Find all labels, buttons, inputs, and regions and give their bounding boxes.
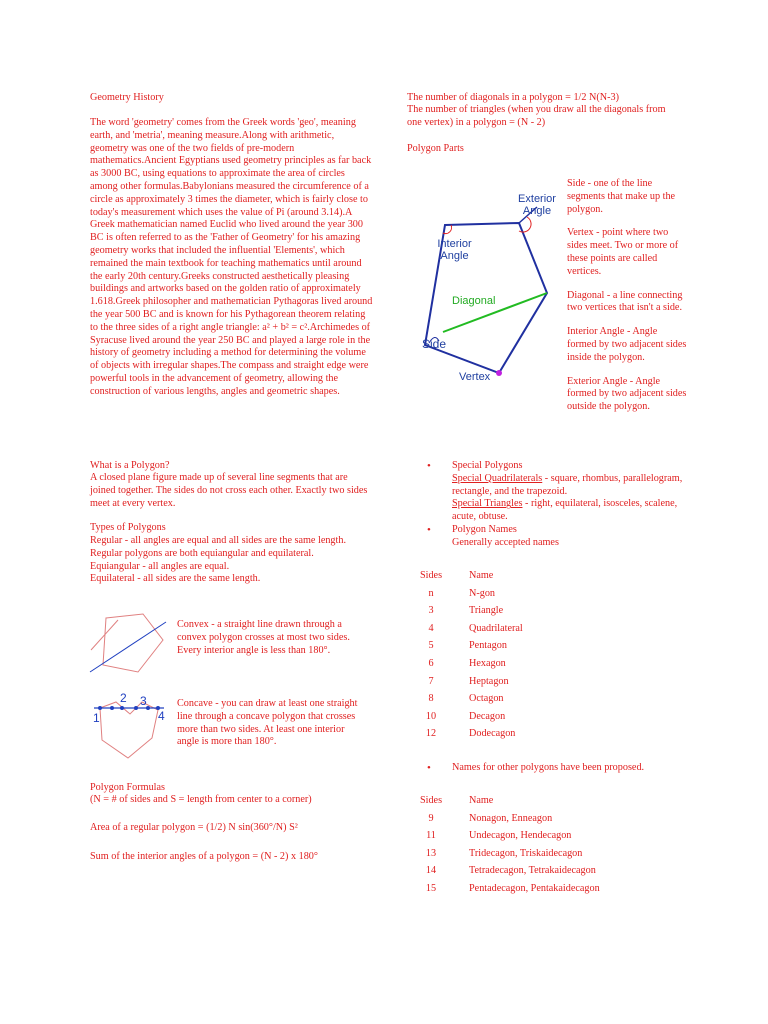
type-regular: Regular - all angles are equal and all sides are the same length. xyxy=(90,535,347,546)
row-sides: 7 xyxy=(428,675,434,687)
special-quadrilaterals-link[interactable]: Special Quadrilaterals xyxy=(452,472,543,484)
formula-area: Area of a regular polygon = (1/2) N sin(360°/N) S² xyxy=(90,822,298,833)
row-name: Pentagon xyxy=(469,640,507,652)
table-row xyxy=(409,728,523,746)
table-row xyxy=(409,588,523,606)
polygon-names-title: Polygon Names xyxy=(452,524,517,535)
table-row xyxy=(409,711,523,729)
header-sides: Sides xyxy=(419,570,443,581)
concave-label-1: 1 xyxy=(93,711,100,725)
def-interior-angle: Interior Angle - Angle formed by two adjacent sides inside the polygon. xyxy=(567,326,687,363)
table-row xyxy=(409,605,523,623)
row-sides: n xyxy=(428,587,434,599)
polygon-def-heading: What is a Polygon? xyxy=(90,460,170,471)
row-sides: 4 xyxy=(428,622,434,634)
table-row xyxy=(409,883,600,901)
row-sides: 15 xyxy=(425,882,437,894)
concave-label-4: 4 xyxy=(158,709,165,723)
special-quadrilaterals xyxy=(452,473,687,499)
history-body: The word 'geometry' comes from the Greek words 'geo', meaning earth, and 'metria', meaning measure.Along with arithmetic, geometry was one of the two fields of pre-modern mathematics.Ancient Egyptians used geometry principles as far back as 3000 BC, using equations to approximate the area of circles among other formulas.Babylonians measured the circumference of a circle as approximately 3 times the diameter, which is fairly close to today's measurement which uses the value of Pi (around 3.14).A Greek mathematician named Euclid who lived around the year 300 BC is often referred to as the 'Father of Geometry' for his amazing geometry works that included the influential 'Elements', which remained the main textbook for teaching mathematics until around the early 20th century.Greeks constructed aesthetically pleasing buildings and artworks based on the golden ratio of approximately 1.618.Greek philosopher and mathematician Pythagoras lived around the year 500 BC and is known for his Pythagorean theorem relating to the three sides of a right angle triangle: a² + b² = c².Archimedes of Syracuse lived around the year 250 BC and played a large role in the history of geometry including a method for determining the volume of objects with irregular shapes.The compass and straight edge were powerful tools in the advancement of geometry, allowing the construction of various lengths, angles and geometric shapes. xyxy=(90,117,373,397)
other-names-text: Names for other polygons have been proposed. xyxy=(452,762,645,773)
special-triangles-link[interactable]: Special Triangles xyxy=(452,498,523,510)
row-name: Tetradecagon, Tetrakaidecagon xyxy=(469,865,596,877)
concave-point xyxy=(134,706,138,710)
row-sides: 10 xyxy=(425,710,437,722)
vertex-label: Vertex xyxy=(459,371,491,383)
def-exterior-angle: Exterior Angle - Angle formed by two adjacent sides outside the polygon. xyxy=(567,375,687,413)
row-name: Decagon xyxy=(469,710,506,722)
table-row xyxy=(409,865,600,883)
type-equiangular: Equiangular - all angles are equal. xyxy=(90,560,230,572)
row-sides: 11 xyxy=(426,830,436,842)
def-side: Side - one of the line segments that make up the polygon. xyxy=(567,178,676,215)
row-sides: 13 xyxy=(425,847,437,859)
table-row xyxy=(409,693,523,711)
triangles-formula: The number of triangles (when you draw all the diagonals from one vertex) in a polygon = (N - 2) xyxy=(407,104,666,128)
history-heading: Geometry History xyxy=(90,92,164,103)
side-label: Side xyxy=(422,337,447,351)
bullet-icon: • xyxy=(427,524,431,536)
row-name: Undecagon, Hendecagon xyxy=(469,830,572,842)
special-polygons-text xyxy=(452,460,687,524)
concave-label-3: 3 xyxy=(140,694,147,708)
row-sides: 9 xyxy=(428,812,434,824)
formulas-heading: Polygon Formulas xyxy=(90,782,165,793)
convex-line xyxy=(90,622,166,672)
table-header-row xyxy=(409,570,523,588)
concave-polygon xyxy=(100,702,158,758)
concave-text: Concave - you can draw at least one straight line through a concave polygon that crosses more than two sides. At least one interior angle is more than 180°. xyxy=(177,698,358,748)
interior-angle-label: Interior Angle xyxy=(437,238,472,262)
row-name: Tridecagon, Triskaidecagon xyxy=(469,847,583,859)
type-regular-both: Regular polygons are both equiangular and equilateral. xyxy=(90,547,314,559)
header-sides: Sides xyxy=(419,795,443,806)
row-sides: 8 xyxy=(428,693,434,705)
special-polygons-title: Special Polygons xyxy=(452,460,523,471)
bullet-icon: • xyxy=(427,762,431,774)
table-row xyxy=(409,640,523,658)
formulas-legend: (N = # of sides and S = length from center to a corner) xyxy=(90,794,312,805)
concave-point xyxy=(98,706,102,710)
convex-diagram xyxy=(88,610,168,680)
exterior-angle-label: Exterior Angle xyxy=(518,193,556,217)
polygon-names-table xyxy=(409,570,523,746)
row-sides: 14 xyxy=(425,865,437,877)
table-row xyxy=(409,813,600,831)
table-row xyxy=(409,848,600,866)
header-name: Name xyxy=(469,570,494,581)
vertex-dot xyxy=(496,370,502,376)
polygon-names-text xyxy=(452,524,687,550)
concave-label-2: 2 xyxy=(120,691,127,705)
diagonals-formula: The number of diagonals in a polygon = 1/2 N(N-3) xyxy=(407,92,619,103)
row-name: Octagon xyxy=(469,693,504,705)
types-heading: Types of Polygons xyxy=(90,522,166,533)
table-row xyxy=(409,830,600,848)
row-sides: 6 xyxy=(428,657,434,669)
concave-point xyxy=(120,706,124,710)
convex-text: Convex - a straight line drawn through a convex polygon crosses at most two sides. Every interior angle is less than 180°. xyxy=(177,619,350,656)
convex-polygon xyxy=(103,614,163,672)
types-list xyxy=(90,535,375,586)
row-name: Quadrilateral xyxy=(469,622,523,634)
formula-sum: Sum of the interior angles of a polygon = (N - 2) x 180° xyxy=(90,851,318,862)
special-quadrilaterals-text: - square, rhombus, parallelogram, rectangle, and the trapezoid. xyxy=(452,472,683,497)
table-header-row xyxy=(409,795,600,813)
def-vertex: Vertex - point where two sides meet. Two or more of these points are called vertices. xyxy=(567,227,679,277)
table-row xyxy=(409,676,523,694)
special-triangles-text: - right, equilateral, isosceles, scalene, acute, obtuse. xyxy=(452,498,678,523)
row-name: N-gon xyxy=(469,587,496,599)
row-sides: 5 xyxy=(428,640,434,652)
row-name: Hexagon xyxy=(469,657,506,669)
type-equilateral: Equilateral - all sides are the same length. xyxy=(90,573,261,585)
other-names-table xyxy=(409,795,600,901)
polygon-names-sub: Generally accepted names xyxy=(452,536,559,548)
row-sides: 3 xyxy=(428,605,434,617)
parts-definitions xyxy=(567,178,687,414)
row-name: Heptagon xyxy=(469,675,509,687)
header-name: Name xyxy=(469,795,494,806)
row-name: Triangle xyxy=(469,605,504,617)
special-triangles xyxy=(452,498,687,524)
table-row xyxy=(409,623,523,641)
concave-diagram xyxy=(90,688,170,768)
row-name: Nonagon, Enneagon xyxy=(469,812,553,824)
table-row xyxy=(409,658,523,676)
row-name: Dodecagon xyxy=(469,728,516,740)
parts-heading: Polygon Parts xyxy=(407,143,464,154)
diagonal-label: Diagonal xyxy=(452,295,496,307)
concave-point xyxy=(110,706,114,710)
row-sides: 12 xyxy=(425,728,437,740)
def-diagonal: Diagonal - a line connecting two vertices that isn't a side. xyxy=(567,289,683,314)
polygon-def-body: A closed plane figure made up of several line segments that are joined together. The sides do not cross each other. Exactly two sides meet at every vertex. xyxy=(90,472,368,509)
row-name: Pentadecagon, Pentakaidecagon xyxy=(469,882,600,894)
bullet-icon: • xyxy=(427,460,431,472)
